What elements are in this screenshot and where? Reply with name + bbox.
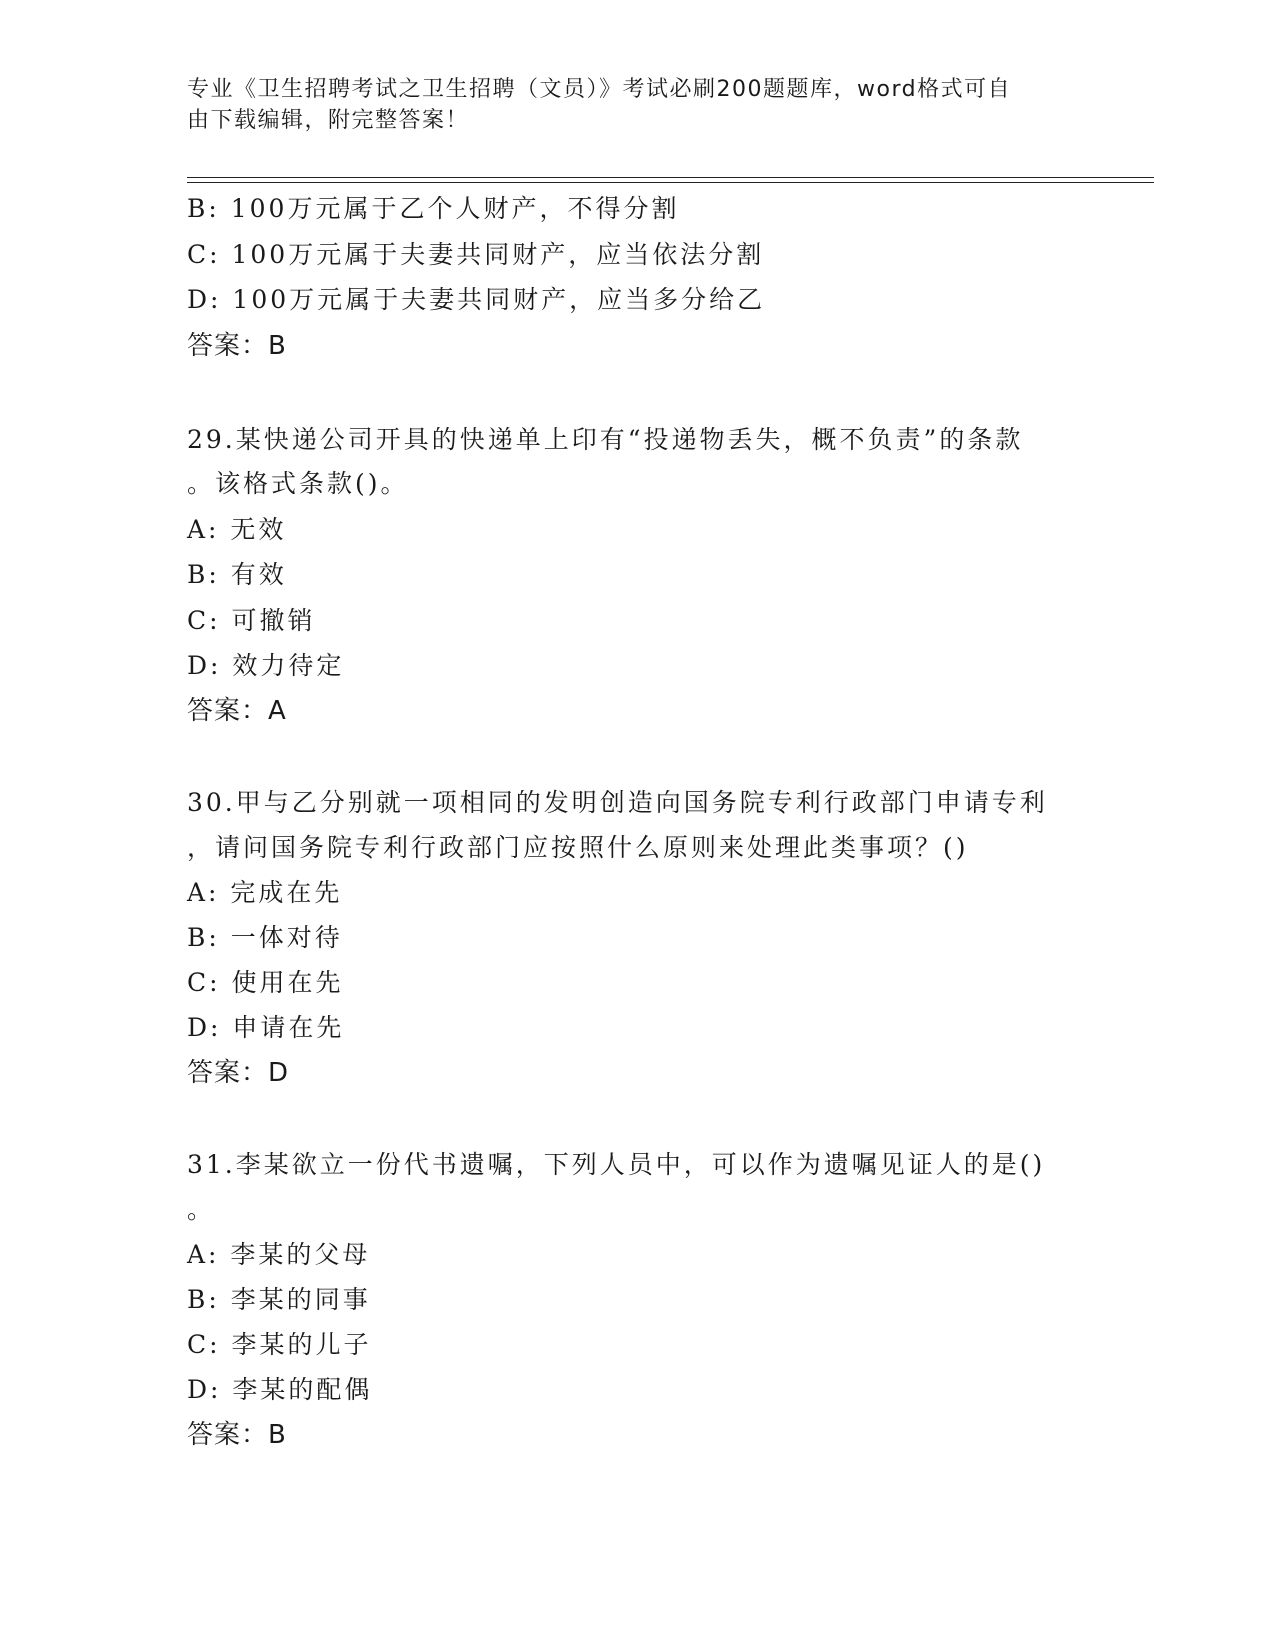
document-header [187,74,1067,136]
q29-stem-line-1: 29.某快递公司开具的快递单上印有“投递物丢失，概不负责”的条款 [187,425,1024,454]
q28-option-c: C: 100万元属于夫妻共同财产，应当依法分割 [187,240,765,269]
header-line-1: 专业《卫生招聘考试之卫生招聘（文员）》考试必刷200题题库，word格式可自 [187,77,1012,102]
q29-option-b: B: 有效 [187,560,287,589]
q30-option-c: C: 使用在先 [187,968,344,997]
header-divider-bottom [187,182,1154,183]
q29-option-a: A: 无效 [187,515,287,544]
q30-option-a: A: 完成在先 [187,878,343,907]
q31-option-c: C: 李某的儿子 [187,1330,372,1359]
q31-answer: 答案：B [187,1420,287,1450]
q30-option-d: D: 申请在先 [187,1013,345,1042]
q30-stem-line-2: ，请问国务院专利行政部门应按照什么原则来处理此类事项？() [187,833,969,862]
q30-answer: 答案：D [187,1058,290,1088]
header-divider-top [187,177,1154,178]
header-line-2: 由下载编辑，附完整答案！ [187,108,470,133]
q30-option-b: B: 一体对待 [187,923,343,952]
q29-option-d: D: 效力待定 [187,651,345,680]
q28-option-b: B: 100万元属于乙个人财产，不得分割 [187,194,680,223]
q29-answer: 答案：A [187,696,287,726]
q28-option-d: D: 100万元属于夫妻共同财产，应当多分给乙 [187,285,766,314]
q29-stem-line-2: 。该格式条款()。 [187,469,409,498]
q31-stem-line-2: 。 [187,1195,216,1224]
q31-option-b: B: 李某的同事 [187,1285,371,1314]
q31-option-a: A: 李某的父母 [187,1240,371,1269]
q30-stem-line-1: 30.甲与乙分别就一项相同的发明创造向国务院专利行政部门申请专利 [187,788,1048,817]
q31-option-d: D: 李某的配偶 [187,1375,373,1404]
q29-option-c: C: 可撤销 [187,606,316,635]
q28-answer: 答案：B [187,331,287,361]
q31-stem-line-1: 31.李某欲立一份代书遗嘱，下列人员中，可以作为遗嘱见证人的是() [187,1150,1046,1179]
